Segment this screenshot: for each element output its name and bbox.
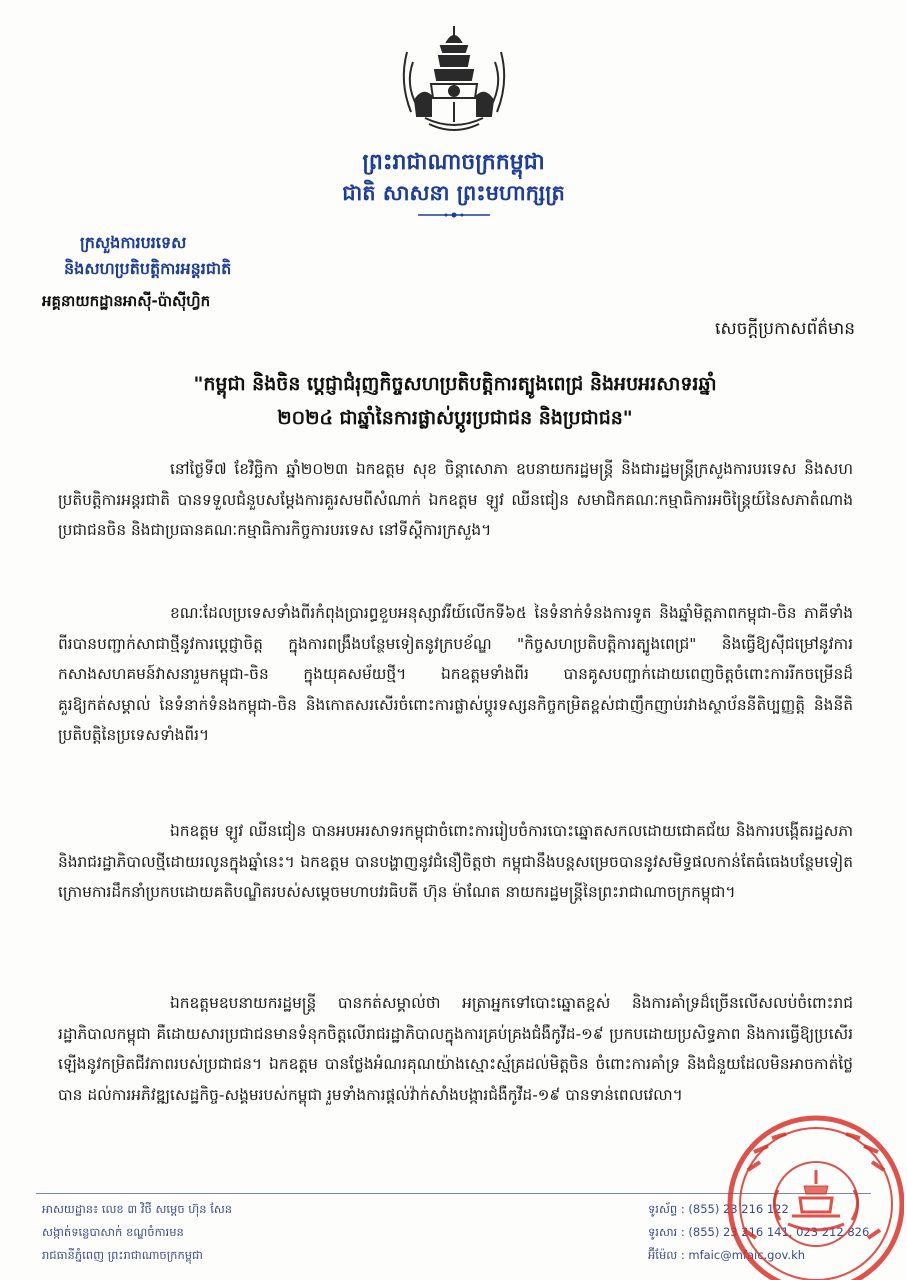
ministry-name-line2: និងសហប្រតិបត្តិការអន្តរជាតិ [64, 259, 232, 278]
email-address: អ៊ីម៉ែល : mfaic@mfaic.gov.kh [648, 1248, 806, 1262]
footer-address [42, 1198, 232, 1267]
department-name: អគ្គនាយកដ្ឋានអាស៊ី-ប៉ាស៊ីហ្វិក [42, 292, 211, 310]
body-paragraph-2: ខណៈដែលប្រទេសទាំងពីរកំពុងប្រារព្ធខួបអនុស្សាវរីយ៍លើកទី៦៥ នៃទំនាក់ទំនងការទូត និងឆ្នាំមិត្តភាពកម្ពុជា-ចិន ភាគីទាំងពីរបានបញ្ជាក់សាជាថ្មីនូវការប្តេជ្ញាចិត្ត ក្នុងការពង្រឹងបន្ថែមទៀតនូវក្របខ័ណ្ឌ "កិច្ចសហប្រតិបត្តិការត្បូងពេជ្រ" និងធ្វើឱ្យស៊ីជម្រៅនូវការកសាងសហគមន៍វាសនារួមកម្ពុជា-ចិន ក្នុងយុគសម័យថ្មី។ ឯកឧត្តមទាំងពីរ បានគូសបញ្ជាក់ដោយពេញចិត្តចំពោះការរីកចម្រើនដ៏គួរឱ្យកត់សម្គាល់ នៃទំនាក់ទំនងកម្ពុជា-ចិន និងកោតសរសើរចំពោះការផ្លាស់ប្តូរទស្សនកិច្ចកម្រិតខ្ពស់ជាញឹកញាប់រវាងស្ថាប័ននីតិប្បញ្ញត្តិ និងនីតិប្រតិបត្តិនៃប្រទេសទាំងពីរ។ [58, 604, 853, 744]
national-motto: ជាតិ សាសនា ព្រះមហាក្សត្រ [342, 181, 565, 205]
phone-number: ទូរស័ព្ទ : (855) 23 216 122 [648, 1202, 789, 1216]
headline-line1: "កម្ពុជា និងចិន ប្តេជ្ញាជំរុញកិច្ចសហប្រតិបត្តិការត្បូងពេជ្រ និងអបអរសាទរឆ្នាំ [193, 373, 717, 395]
body-paragraph-4: ឯកឧត្តមឧបនាយករដ្ឋមន្ត្រី បានកត់សម្គាល់ថា អត្រាអ្នកទៅបោះឆ្នោតខ្ពស់ និងការគាំទ្រដ៏ច្រើនលើសលប់ចំពោះរាជរដ្ឋាភិបាលកម្ពុជា គឺដោយសារប្រជាជនមានទំនុកចិត្តលើរាជរដ្ឋាភិបាលក្នុងការគ្រប់គ្រងជំងឺកូវីដ-១៩ ប្រកបដោយប្រសិទ្ធភាព និងការធ្វើឱ្យប្រសើរឡើងនូវកម្រិតជីវភាពរបស់ប្រជាជន។ ឯកឧត្តម បានថ្លែងអំណរគុណយ៉ាងស្មោះស្ម័គ្រដល់មិត្តចិន ចំពោះការគាំទ្រ និងជំនួយដែលមិនអាចកាត់ថ្លៃបាន ដល់ការអភិវឌ្ឍសេដ្ឋកិច្ច-សង្គមរបស់កម្ពុជា រួមទាំងការផ្តល់វ៉ាក់សាំងបង្ការជំងឺកូវីដ-១៩ បានទាន់ពេលវេលា។ [58, 994, 853, 1104]
headline-line2: ២០២៤ ជាឆ្នាំនៃការផ្លាស់ប្តូរប្រជាជន និងប្រជាជន" [277, 407, 633, 429]
address-line-2: សង្កាត់ទន្លេបាសាក់ ខណ្ឌចំការមន [42, 1225, 184, 1239]
ministry-name-line1: ក្រសួងការបរទេស [80, 233, 187, 252]
address-line-3: រាជធានីភ្នំពេញ ព្រះរាជាណាចក្រកម្ពុជា [42, 1248, 203, 1262]
document-type: សេចក្ដីប្រកាសព័ត៌មាន [715, 319, 855, 339]
address-line-1: អាសយដ្ឋាន៖ លេខ ៣ វិថី សម្តេច ហ៊ុន សែន [42, 1202, 233, 1216]
fax-number: ទូរសារ : (855) 23 216 141, 023 212 826 [648, 1225, 870, 1239]
ornament-divider-icon [418, 212, 490, 218]
body-paragraph-3: ឯកឧត្តម ឡូវ ឈីនជៀន បានអបអរសាទរកម្ពុជាចំពោះការរៀបចំការបោះឆ្នោតសកលដោយជោគជ័យ និងការបង្កើតរដ្ឋសភា និងរាជរដ្ឋាភិបាលថ្មីដោយរលូនក្នុងឆ្នាំនេះ។ ឯកឧត្តម បានបង្ហាញនូវជំនឿចិត្តថា កម្ពុជានឹងបន្តសម្រេចបាននូវសមិទ្ធផលកាន់តែធំធេងបន្ថែមទៀត ក្រោមការដឹកនាំប្រកបដោយគតិបណ្ឌិតរបស់សម្តេចមហាបវរធិបតី ហ៊ុន ម៉ាណែត នាយករដ្ឋមន្ត្រីនៃព្រះរាជាណាចក្រកម្ពុជា។ [58, 822, 853, 901]
official-seal-stamp-icon [708, 1100, 904, 1280]
kingdom-title: ព្រះរាជាណាចក្រកម្ពុជា [362, 150, 545, 175]
royal-coat-of-arms-icon [395, 22, 513, 134]
body-paragraph-1: នៅថ្ងៃទី៧ ខែវិច្ឆិកា ឆ្នាំ២០២៣ ឯកឧត្តម សុខ ចិន្ដាសោភា ឧបនាយករដ្ឋមន្ត្រី និងជារដ្ឋមន្ត្រីក្រសួងការបរទេស និងសហប្រតិបត្តិការអន្តរជាតិ បានទទួលជំនួបសម្តែងការគួរសមពីសំណាក់ ឯកឧត្តម ឡូវ ឈីនជៀន សមាជិកគណៈកម្មាធិការអចិន្ត្រៃយ៍នៃសភាតំណាងប្រជាជនចិន និងជាប្រធានគណៈកម្មាធិការកិច្ចការបរទេស នៅទីស្តីការក្រសួង។ [58, 460, 853, 539]
